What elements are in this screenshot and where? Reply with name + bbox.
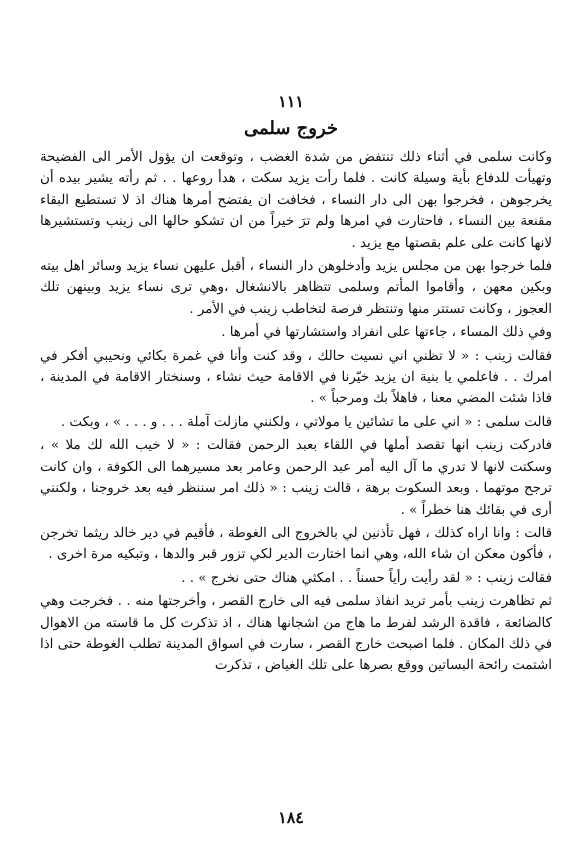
paragraph: قالت : وانا اراه كذلك ، فهل تأذنين لي بالخروج الى الغوطة ، فأقيم في دير خالد ريثما تخرجن ، فأكون معكن ان شاء الله، وهي انما اختارت الدير لكي تزور قبر والدها ، وتبكيه مرة اخرى .	[40, 525, 552, 563]
paragraph: ثم تظاهرت زينب بأمر تريد انفاذ سلمى فيه الى خارج القصر ، وأخرجتها منه . . فخرجت وهي كالضائعة ، فاقدة الرشد لفرط ما هاج من اشجانها هناك ، اذ تذكرت كل ما قاسته من الاهوال في ذلك المكان . فلما اصبحت خارج القصر ، سارت في اسواق المدينة تطلب الغوطة حتى اذا اشتمت رائحة البساتين ووقع بصرها على تلك الغياض ، تذكرت	[40, 594, 552, 674]
chapter-number: ١١١	[278, 92, 304, 111]
paragraph: وكانت سلمى في أثناء ذلك تنتفض من شدة الغضب ، وتوقعت ان يؤول الأمر الى الفضيحة وتهيأت للدفاع بأية وسيلة كانت . فلما رأت يزيد سكت ، هدأ روعها . . ثم رأته يشير بيده أن يخرجوهن ، فخرجوا بهن الى دار النساء ، فخافت ان يفتضح أمرها هناك اذ لا تستطيع البقاء مقنعة بين النساء ، فاحتارت في امرها ولم ترَ خيراً من ان تشكو حالها الى زينب وتستشيرها لانها كانت على علم بقصتها مع يزيد .	[40, 150, 552, 251]
chapter-title: خروج سلمى	[243, 118, 339, 139]
paragraph: قالت سلمى : « اني على ما تشائين يا مولاتي ، ولكنني مازلت آملة . . . و . . . » ، وبكت .	[60, 414, 552, 430]
paragraph: فقالت زينب : « لا تظني اني نسيت حالك ، وقد كنت وأنا في غمرة بكائي ونحيبي أفكر في امرك . . فاعلمي يا بنية ان يزيد خيّرنا في الاقامة حيث نشاء ، وسنختار الاقامة في المدينة ، فاذا شئت المضي معنا ، فاهلاً بك ومرحباً » .	[40, 348, 552, 407]
paragraph: فقالت زينب : « لقد رأيت رأياً حسناً . . امكثي هناك حتى نخرج » . .	[181, 570, 552, 586]
paragraph: وفي ذلك المساء ، جاءتها على انفراد واستشارتها في أمرها .	[221, 325, 552, 341]
page-number: ١٨٤	[278, 808, 304, 827]
paragraph: فادركت زينب انها تقصد أملها في اللقاء بعبد الرحمن فقالت : « لا خيب الله لك ملا » ، وسكتت لانها لا تدري ما آل اليه أمر عبد الرحمن وعامر بعد مسيرهما الى الكوفة ، وان كانت ترجح موتهما . وبعد السكوت برهة ، قالت زينب : « ذلك امر سننظر فيه بعد خروجنا ، ولكنني أرى في بقائك هنا خطراً » .	[40, 438, 552, 518]
paragraph: فلما خرجوا بهن من مجلس يزيد وأدخلوهن دار النساء ، أقبل عليهن نساء يزيد وسائر اهل بيته وبكين معهن ، وأقاموا المأتم وسلمى تتظاهر بالانشغال ،وهي ترى نساء يزيد وبينهن تلك العجوز ، وكانت تستتر منها وتنتظر فرصة لتخاطب زينب في الأمر .	[40, 259, 552, 317]
body-text	[40, 147, 552, 679]
